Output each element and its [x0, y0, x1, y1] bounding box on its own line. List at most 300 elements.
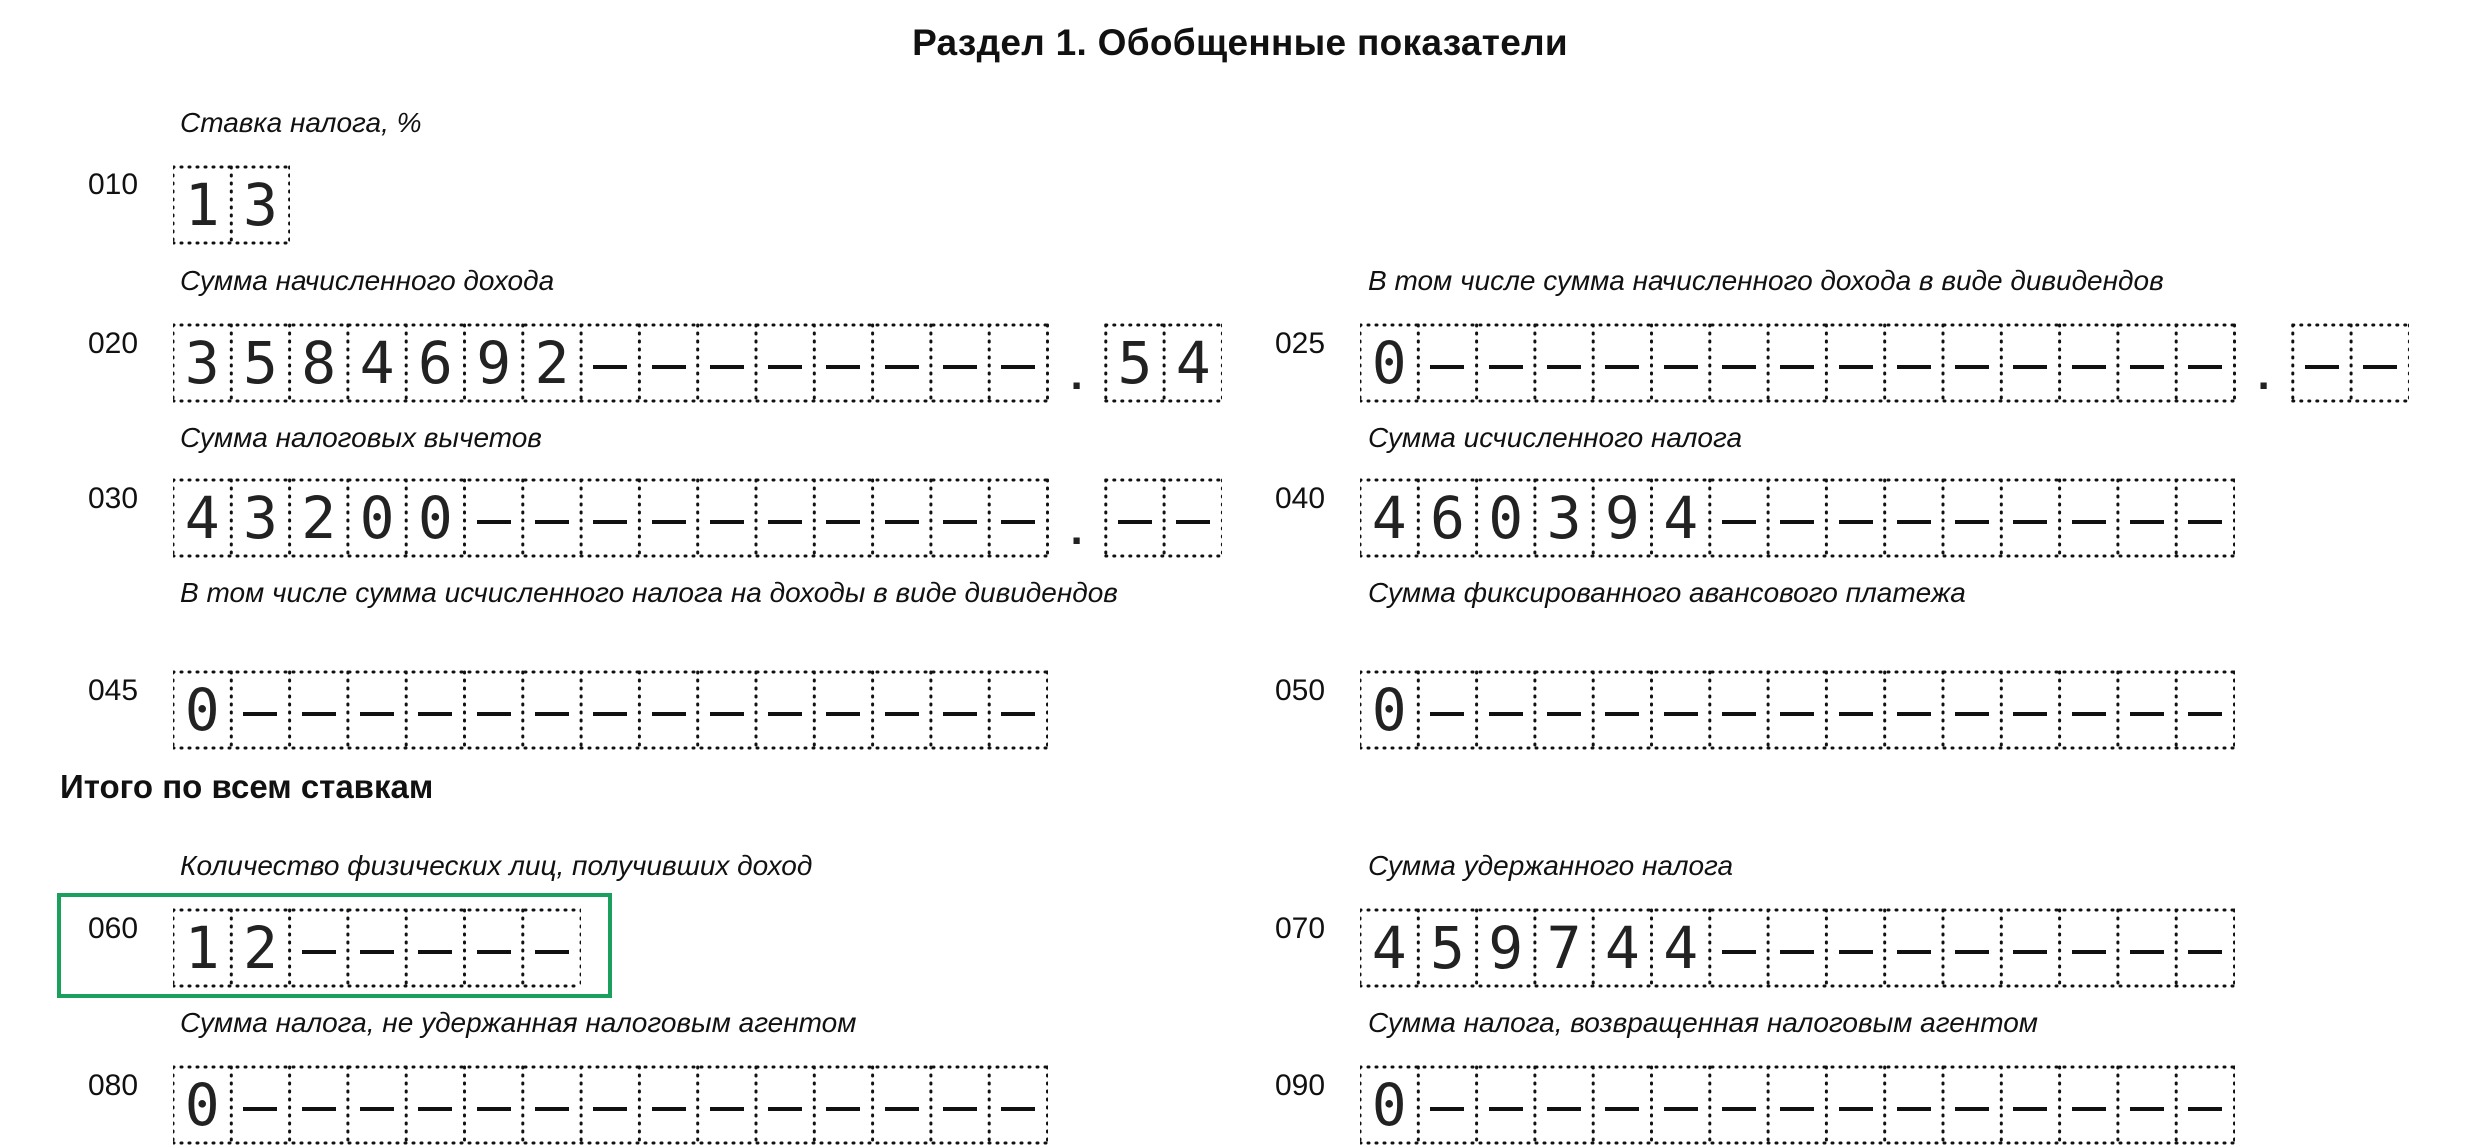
empty-cell-dash	[1593, 323, 1651, 403]
empty-cell-dash	[931, 1065, 989, 1145]
dash-mark	[1722, 712, 1756, 716]
empty-cell-dash	[1652, 1065, 1710, 1145]
dash-mark	[2013, 712, 2047, 716]
dash-mark	[710, 712, 744, 716]
empty-cell-dash	[1477, 670, 1535, 750]
dash-mark	[1664, 365, 1698, 369]
empty-cell-dash	[290, 908, 348, 988]
line-code-050: 050	[1275, 674, 1326, 707]
dash-mark	[2013, 1107, 2047, 1111]
dash-mark	[2072, 1107, 2106, 1111]
empty-cell-dash	[2060, 478, 2118, 558]
dash-mark	[1001, 1107, 1035, 1111]
empty-cell-dash	[814, 323, 872, 403]
dash-mark	[2305, 365, 2339, 369]
dash-mark	[1547, 712, 1581, 716]
dash-mark	[477, 712, 511, 716]
digit-cell: 5	[242, 329, 278, 397]
dash-mark	[1001, 520, 1035, 524]
empty-cell-dash	[931, 670, 989, 750]
empty-cell-dash	[465, 478, 523, 558]
digit-cell: 0	[1371, 1071, 1407, 1139]
value-field-040[interactable]	[1360, 478, 2235, 558]
empty-cell-dash	[523, 478, 581, 558]
digit-cell: 4	[1371, 484, 1407, 552]
empty-cell-dash	[873, 1065, 931, 1145]
empty-cell-dash	[873, 323, 931, 403]
empty-cell-dash	[698, 478, 756, 558]
empty-cell-dash	[348, 670, 406, 750]
line-code-045: 045	[88, 674, 139, 707]
empty-cell-dash	[581, 670, 639, 750]
dash-mark	[768, 365, 802, 369]
empty-cell-dash	[581, 478, 639, 558]
empty-cell-dash	[1593, 1065, 1651, 1145]
empty-cell-dash	[989, 478, 1047, 558]
digit-cell: 4	[1175, 329, 1211, 397]
dash-mark	[1430, 365, 1464, 369]
empty-cell-dash	[2060, 670, 2118, 750]
dash-mark	[1001, 365, 1035, 369]
dash-mark	[418, 950, 452, 954]
dash-mark	[1118, 520, 1152, 524]
dash-mark	[2072, 520, 2106, 524]
empty-cell-dash	[1885, 670, 1943, 750]
dash-mark	[535, 520, 569, 524]
dash-mark	[243, 712, 277, 716]
value-field-080[interactable]	[173, 1065, 1048, 1145]
dash-mark	[1722, 365, 1756, 369]
dash-mark	[477, 950, 511, 954]
empty-cell-dash	[1768, 478, 1826, 558]
line-code-025: 025	[1275, 327, 1326, 360]
dash-mark	[1955, 1107, 1989, 1111]
dash-mark	[1955, 520, 1989, 524]
dash-mark	[1664, 1107, 1698, 1111]
empty-cell-dash	[756, 323, 814, 403]
dash-mark	[1547, 365, 1581, 369]
digit-cell: 0	[184, 676, 220, 744]
digit-cell: 2	[242, 914, 278, 982]
dash-mark	[826, 712, 860, 716]
empty-cell-dash	[2001, 1065, 2059, 1145]
dash-mark	[2130, 950, 2164, 954]
dash-mark	[477, 520, 511, 524]
empty-cell-dash	[406, 908, 464, 988]
digit-cell: 4	[1371, 914, 1407, 982]
empty-cell-dash	[989, 670, 1047, 750]
value-field-090[interactable]	[1360, 1065, 2235, 1145]
dash-mark	[1780, 712, 1814, 716]
dash-mark	[710, 520, 744, 524]
dash-mark	[710, 1107, 744, 1111]
empty-cell-dash	[1418, 1065, 1476, 1145]
line-code-040: 040	[1275, 482, 1326, 515]
digit-cell: 7	[1546, 914, 1582, 982]
dash-mark	[885, 1107, 919, 1111]
empty-cell-dash	[1943, 478, 2001, 558]
dash-mark	[710, 365, 744, 369]
empty-cell-dash	[2351, 323, 2409, 403]
dash-mark	[2130, 520, 2164, 524]
empty-cell-dash	[1943, 670, 2001, 750]
empty-cell-dash	[1710, 1065, 1768, 1145]
value-field-020[interactable]	[173, 323, 1222, 403]
empty-cell-dash	[873, 670, 931, 750]
empty-cell-dash	[1826, 670, 1884, 750]
dash-mark	[418, 712, 452, 716]
dash-mark	[2072, 950, 2106, 954]
dash-mark	[826, 1107, 860, 1111]
field-label-045: В том числе сумма исчисленного налога на доходы в виде дивидендов	[180, 577, 1118, 608]
line-code-070: 070	[1275, 912, 1326, 945]
empty-cell-dash	[1164, 478, 1222, 558]
dash-mark	[418, 1107, 452, 1111]
line-code-020: 020	[88, 327, 139, 360]
empty-cell-dash	[931, 478, 989, 558]
empty-cell-dash	[348, 1065, 406, 1145]
digit-cell: 0	[417, 484, 453, 552]
dash-mark	[593, 1107, 627, 1111]
empty-cell-dash	[1535, 670, 1593, 750]
dash-mark	[826, 365, 860, 369]
dash-mark	[2188, 950, 2222, 954]
empty-cell-dash	[2060, 1065, 2118, 1145]
digit-cell: 5	[1117, 329, 1153, 397]
empty-cell-dash	[1418, 323, 1476, 403]
field-label-090: Сумма налога, возвращенная налоговым агентом	[1368, 1007, 2038, 1038]
dash-mark	[768, 712, 802, 716]
empty-cell-dash	[2060, 908, 2118, 988]
empty-cell-dash	[1768, 1065, 1826, 1145]
dash-mark	[2013, 365, 2047, 369]
field-label-040: Сумма исчисленного налога	[1368, 422, 1743, 453]
dash-mark	[943, 712, 977, 716]
dash-mark	[2188, 1107, 2222, 1111]
dash-mark	[1605, 712, 1639, 716]
dash-mark	[360, 950, 394, 954]
dash-mark	[2188, 712, 2222, 716]
digit-cell: 0	[184, 1071, 220, 1139]
value-field-070[interactable]	[1360, 908, 2235, 988]
empty-cell-dash	[873, 478, 931, 558]
empty-cell-dash	[2176, 670, 2234, 750]
dash-mark	[1955, 712, 1989, 716]
empty-cell-dash	[523, 670, 581, 750]
digit-cell: 1	[184, 914, 220, 982]
digit-cell: 3	[242, 484, 278, 552]
empty-cell-dash	[639, 670, 697, 750]
digit-cell: 4	[1604, 914, 1640, 982]
empty-cell-dash	[1710, 323, 1768, 403]
dash-mark	[885, 712, 919, 716]
digit-cell: 9	[1488, 914, 1524, 982]
dash-mark	[1839, 520, 1873, 524]
dash-mark	[535, 712, 569, 716]
digit-cell: 0	[1371, 329, 1407, 397]
empty-cell-dash	[1885, 1065, 1943, 1145]
dash-mark	[302, 712, 336, 716]
dash-mark	[593, 712, 627, 716]
empty-cell-dash	[465, 670, 523, 750]
dash-mark	[477, 1107, 511, 1111]
dash-mark	[2188, 365, 2222, 369]
dash-mark	[1897, 365, 1931, 369]
empty-cell-dash	[1885, 478, 1943, 558]
empty-cell-dash	[756, 670, 814, 750]
empty-cell-dash	[814, 670, 872, 750]
dash-mark	[826, 520, 860, 524]
empty-cell-dash	[348, 908, 406, 988]
digit-cell: 0	[359, 484, 395, 552]
digit-cell: 3	[1546, 484, 1582, 552]
empty-cell-dash	[2176, 323, 2234, 403]
empty-cell-dash	[1943, 1065, 2001, 1145]
empty-cell-dash	[1477, 1065, 1535, 1145]
empty-cell-dash	[1943, 908, 2001, 988]
empty-cell-dash	[2060, 323, 2118, 403]
empty-cell-dash	[581, 323, 639, 403]
field-label-070: Сумма удержанного налога	[1368, 850, 1734, 881]
dash-mark	[1839, 365, 1873, 369]
empty-cell-dash	[2001, 478, 2059, 558]
decimal-point-mark: .	[2257, 350, 2270, 399]
dash-mark	[943, 1107, 977, 1111]
digit-cell: 1	[184, 171, 220, 239]
empty-cell-dash	[2176, 478, 2234, 558]
dash-mark	[1839, 1107, 1873, 1111]
empty-cell-dash	[814, 1065, 872, 1145]
dash-mark	[1722, 1107, 1756, 1111]
field-label-030: Сумма налоговых вычетов	[180, 422, 542, 453]
empty-cell-dash	[1943, 323, 2001, 403]
digit-cell: 6	[1429, 484, 1465, 552]
dash-mark	[243, 1107, 277, 1111]
dash-mark	[2188, 520, 2222, 524]
digit-cell: 9	[476, 329, 512, 397]
dash-mark	[1001, 712, 1035, 716]
digit-cell: 8	[301, 329, 337, 397]
empty-cell-dash	[1535, 323, 1593, 403]
empty-cell-dash	[2001, 670, 2059, 750]
dash-mark	[652, 520, 686, 524]
dash-mark	[943, 365, 977, 369]
dash-mark	[1897, 950, 1931, 954]
dash-mark	[1722, 950, 1756, 954]
dash-mark	[1955, 950, 1989, 954]
empty-cell-dash	[406, 670, 464, 750]
dash-mark	[943, 520, 977, 524]
empty-cell-dash	[698, 670, 756, 750]
dash-mark	[652, 1107, 686, 1111]
digit-cell: 4	[1663, 914, 1699, 982]
dash-mark	[1176, 520, 1210, 524]
digit-cell: 0	[1488, 484, 1524, 552]
empty-cell-dash	[290, 670, 348, 750]
empty-cell-dash	[406, 1065, 464, 1145]
dash-mark	[1489, 712, 1523, 716]
digit-cell: 2	[534, 329, 570, 397]
dash-mark	[1897, 520, 1931, 524]
empty-cell-dash	[1826, 1065, 1884, 1145]
section-title: Раздел 1. Обобщенные показатели	[912, 22, 1568, 63]
digit-cell: 5	[1429, 914, 1465, 982]
value-field-030[interactable]	[173, 478, 1222, 558]
empty-cell-dash	[1768, 670, 1826, 750]
dash-mark	[885, 365, 919, 369]
value-field-060[interactable]	[173, 908, 581, 988]
empty-cell-dash	[698, 1065, 756, 1145]
digit-cell: 4	[184, 484, 220, 552]
empty-cell-dash	[639, 323, 697, 403]
value-field-050[interactable]	[1360, 670, 2235, 750]
dash-mark	[1547, 1107, 1581, 1111]
empty-cell-dash	[1593, 670, 1651, 750]
dash-mark	[593, 520, 627, 524]
dash-mark	[1839, 712, 1873, 716]
empty-cell-dash	[1710, 478, 1768, 558]
empty-cell-dash	[1477, 323, 1535, 403]
dash-mark	[1489, 1107, 1523, 1111]
empty-cell-dash	[639, 1065, 697, 1145]
dash-mark	[1839, 950, 1873, 954]
dash-mark	[1897, 712, 1931, 716]
empty-cell-dash	[1826, 323, 1884, 403]
line-code-080: 080	[88, 1069, 139, 1102]
line-code-030: 030	[88, 482, 139, 515]
dash-mark	[1780, 520, 1814, 524]
empty-cell-dash	[756, 478, 814, 558]
dash-mark	[535, 950, 569, 954]
field-label-080: Сумма налога, не удержанная налоговым агентом	[180, 1007, 857, 1038]
empty-cell-dash	[1652, 670, 1710, 750]
empty-cell-dash	[1535, 1065, 1593, 1145]
empty-cell-dash	[231, 670, 289, 750]
empty-cell-dash	[465, 908, 523, 988]
empty-cell-dash	[1418, 670, 1476, 750]
value-field-025[interactable]	[1360, 323, 2409, 403]
decimal-point-mark: .	[1070, 505, 1083, 554]
dash-mark	[535, 1107, 569, 1111]
dash-mark	[1780, 1107, 1814, 1111]
decimal-point	[2235, 323, 2293, 403]
dash-mark	[2013, 950, 2047, 954]
dash-mark	[2363, 365, 2397, 369]
dash-mark	[1780, 365, 1814, 369]
dash-mark	[768, 1107, 802, 1111]
dash-mark	[652, 365, 686, 369]
empty-cell-dash	[814, 478, 872, 558]
dash-mark	[2130, 712, 2164, 716]
empty-cell-dash	[1652, 323, 1710, 403]
line-code-010: 010	[88, 168, 139, 201]
dash-mark	[768, 520, 802, 524]
empty-cell-dash	[2118, 478, 2176, 558]
dash-mark	[1430, 1107, 1464, 1111]
empty-cell-dash	[523, 1065, 581, 1145]
dash-mark	[652, 712, 686, 716]
empty-cell-dash	[2176, 1065, 2234, 1145]
empty-cell-dash	[2001, 908, 2059, 988]
dash-mark	[302, 950, 336, 954]
decimal-point-mark: .	[1070, 350, 1083, 399]
empty-cell-dash	[2001, 323, 2059, 403]
line-code-090: 090	[1275, 1069, 1326, 1102]
dash-mark	[1955, 365, 1989, 369]
dash-mark	[2072, 712, 2106, 716]
digit-cell: 9	[1604, 484, 1640, 552]
empty-cell-dash	[2293, 323, 2351, 403]
dash-mark	[1897, 1107, 1931, 1111]
line-code-060: 060	[88, 912, 139, 945]
decimal-point	[1048, 323, 1106, 403]
dash-mark	[2013, 520, 2047, 524]
dash-mark	[1722, 520, 1756, 524]
empty-cell-dash	[231, 1065, 289, 1145]
dash-mark	[593, 365, 627, 369]
digit-cell: 4	[359, 329, 395, 397]
digit-cell: 3	[242, 171, 278, 239]
dash-mark	[360, 712, 394, 716]
field-label-050: Сумма фиксированного авансового платежа	[1368, 577, 1966, 608]
empty-cell-dash	[1885, 908, 1943, 988]
empty-cell-dash	[290, 1065, 348, 1145]
empty-cell-dash	[1768, 323, 1826, 403]
field-label-060: Количество физических лиц, получивших доход	[180, 850, 813, 881]
digit-cell: 2	[301, 484, 337, 552]
dash-mark	[1605, 365, 1639, 369]
dash-mark	[1664, 712, 1698, 716]
empty-cell-dash	[1768, 908, 1826, 988]
empty-cell-dash	[1710, 670, 1768, 750]
dash-mark	[1430, 712, 1464, 716]
empty-cell-dash	[2118, 1065, 2176, 1145]
digit-cell: 4	[1663, 484, 1699, 552]
decimal-point	[1048, 478, 1106, 558]
value-field-045[interactable]	[173, 670, 1048, 750]
field-label-025: В том числе сумма начисленного дохода в виде дивидендов	[1368, 265, 2164, 296]
empty-cell-dash	[2118, 670, 2176, 750]
dash-mark	[2130, 365, 2164, 369]
dash-mark	[1780, 950, 1814, 954]
field-label-010: Ставка налога, %	[180, 107, 422, 138]
value-field-010[interactable]	[173, 165, 290, 245]
dash-mark	[2130, 1107, 2164, 1111]
digit-cell: 3	[184, 329, 220, 397]
empty-cell-dash	[2118, 908, 2176, 988]
field-label-020: Сумма начисленного дохода	[180, 265, 555, 296]
empty-cell-dash	[465, 1065, 523, 1145]
dash-mark	[2072, 365, 2106, 369]
dash-mark	[1605, 1107, 1639, 1111]
empty-cell-dash	[756, 1065, 814, 1145]
dash-mark	[302, 1107, 336, 1111]
digit-cell: 0	[1371, 676, 1407, 744]
dash-mark	[1489, 365, 1523, 369]
empty-cell-dash	[2176, 908, 2234, 988]
empty-cell-dash	[639, 478, 697, 558]
empty-cell-dash	[581, 1065, 639, 1145]
empty-cell-dash	[523, 908, 581, 988]
empty-cell-dash	[1826, 478, 1884, 558]
empty-cell-dash	[1826, 908, 1884, 988]
empty-cell-dash	[989, 323, 1047, 403]
empty-cell-dash	[931, 323, 989, 403]
dash-mark	[885, 520, 919, 524]
empty-cell-dash	[1710, 908, 1768, 988]
empty-cell-dash	[1885, 323, 1943, 403]
empty-cell-dash	[1106, 478, 1164, 558]
